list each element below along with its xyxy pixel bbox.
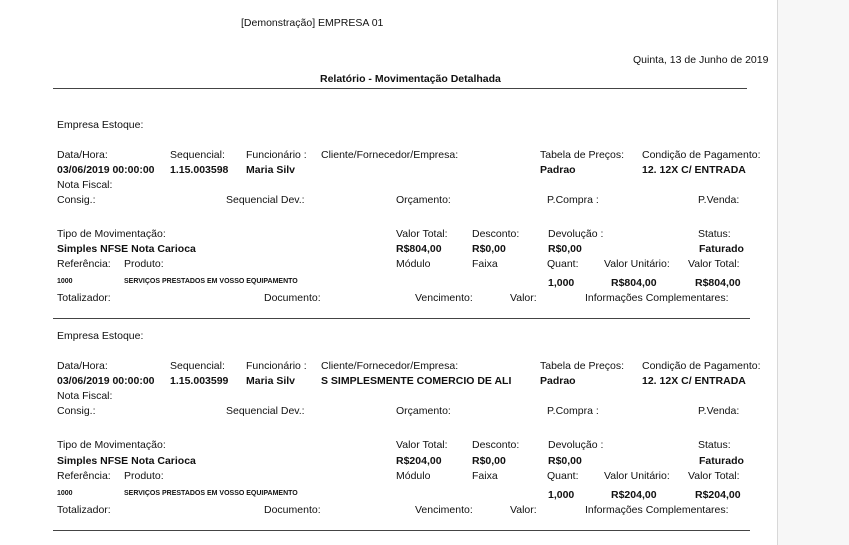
quant-label: Quant: [547, 470, 579, 482]
desconto-value: R$0,00 [472, 455, 506, 467]
cliente-label: Cliente/Fornecedor/Empresa: [321, 360, 459, 372]
sequencial-dev-label: Sequencial Dev.: [226, 405, 305, 417]
cliente-label: Cliente/Fornecedor/Empresa: [321, 149, 459, 161]
referencia-value: 1000 [57, 278, 73, 285]
status-label: Status: [698, 439, 731, 451]
nota-fiscal-label: Nota Fiscal: [57, 390, 113, 402]
sequencial-label: Sequencial: [170, 149, 225, 161]
modulo-label: Módulo [396, 258, 431, 270]
desconto-value: R$0,00 [472, 243, 506, 255]
orcamento-label: Orçamento: [396, 405, 451, 417]
funcionario-label: Funcionário : [246, 149, 307, 161]
title-divider [53, 88, 747, 89]
nota-fiscal-label: Nota Fiscal: [57, 179, 113, 191]
data-hora-value: 03/06/2019 00:00:00 [57, 375, 155, 387]
valor-unitario-label: Valor Unitário: [604, 258, 670, 270]
p-compra-label: P.Compra : [547, 194, 599, 206]
produto-value: SERVIÇOS PRESTADOS EM VOSSO EQUIPAMENTO [124, 278, 298, 285]
totalizador-label: Totalizador: [57, 504, 111, 516]
produto-value: SERVIÇOS PRESTADOS EM VOSSO EQUIPAMENTO [124, 490, 298, 497]
consig-label: Consig.: [57, 405, 96, 417]
record-divider [53, 318, 750, 319]
tabela-precos-value: Padrao [540, 164, 576, 176]
devolucao-value: R$0,00 [548, 455, 582, 467]
tipo-movimentacao-label: Tipo de Movimentação: [57, 228, 166, 240]
faixa-label: Faixa [472, 258, 498, 270]
documento-label: Documento: [264, 292, 321, 304]
info-complementares-label: Informações Complementares: [585, 292, 729, 304]
devolucao-value: R$0,00 [548, 243, 582, 255]
valor-label: Valor: [510, 292, 537, 304]
vencimento-label: Vencimento: [415, 292, 473, 304]
referencia-label: Referência: [57, 470, 111, 482]
valor-total-label: Valor Total: [396, 228, 448, 240]
viewer-background [778, 0, 849, 545]
tabela-precos-value: Padrao [540, 375, 576, 387]
data-hora-label: Data/Hora: [57, 360, 108, 372]
condicao-pagamento-value: 12. 12X C/ ENTRADA [642, 375, 746, 387]
sequencial-label: Sequencial: [170, 360, 225, 372]
empresa-estoque-label: Empresa Estoque: [57, 330, 144, 342]
produto-label: Produto: [124, 258, 164, 270]
funcionario-value: Maria Silv [246, 164, 296, 176]
condicao-pagamento-label: Condição de Pagamento: [642, 360, 761, 372]
record-divider [53, 530, 750, 531]
quant-value: 1,000 [548, 277, 575, 289]
tipo-movimentacao-value: Simples NFSE Nota Carioca [57, 243, 196, 255]
condicao-pagamento-value: 12. 12X C/ ENTRADA [642, 164, 746, 176]
status-value: Faturado [699, 455, 744, 467]
desconto-label: Desconto: [472, 228, 520, 240]
vencimento-label: Vencimento: [415, 504, 473, 516]
valor-label: Valor: [510, 504, 537, 516]
sequencial-dev-label: Sequencial Dev.: [226, 194, 305, 206]
tabela-precos-label: Tabela de Preços: [540, 149, 625, 161]
valor-total-item-value: R$204,00 [695, 489, 741, 501]
funcionario-label: Funcionário : [246, 360, 307, 372]
valor-total-item-value: R$804,00 [695, 277, 741, 289]
devolucao-label: Devolução : [548, 228, 604, 240]
report-date: Quinta, 13 de Junho de 2019 [633, 54, 769, 66]
data-hora-label: Data/Hora: [57, 149, 108, 161]
tipo-movimentacao-label: Tipo de Movimentação: [57, 439, 166, 451]
valor-unitario-label: Valor Unitário: [604, 470, 670, 482]
company-name: [Demonstração] EMPRESA 01 [241, 17, 384, 29]
data-hora-value: 03/06/2019 00:00:00 [57, 164, 155, 176]
referencia-label: Referência: [57, 258, 111, 270]
faixa-label: Faixa [472, 470, 498, 482]
orcamento-label: Orçamento: [396, 194, 451, 206]
p-venda-label: P.Venda: [698, 194, 740, 206]
desconto-label: Desconto: [472, 439, 520, 451]
tipo-movimentacao-value: Simples NFSE Nota Carioca [57, 455, 196, 467]
sequencial-value: 1.15.003599 [170, 375, 229, 387]
produto-label: Produto: [124, 470, 164, 482]
tabela-precos-label: Tabela de Preços: [540, 360, 625, 372]
consig-label: Consig.: [57, 194, 96, 206]
info-complementares-label: Informações Complementares: [585, 504, 729, 516]
condicao-pagamento-label: Condição de Pagamento: [642, 149, 761, 161]
valor-total-value: R$204,00 [396, 455, 442, 467]
p-venda-label: P.Venda: [698, 405, 740, 417]
sequencial-value: 1.15.003598 [170, 164, 229, 176]
cliente-value: S SIMPLESMENTE COMERCIO DE ALI [321, 375, 512, 387]
totalizador-label: Totalizador: [57, 292, 111, 304]
documento-label: Documento: [264, 504, 321, 516]
valor-total-item-label: Valor Total: [688, 258, 740, 270]
valor-unitario-value: R$804,00 [611, 277, 657, 289]
report-title: Relatório - Movimentação Detalhada [320, 73, 501, 85]
referencia-value: 1000 [57, 490, 73, 497]
quant-label: Quant: [547, 258, 579, 270]
quant-value: 1,000 [548, 489, 575, 501]
status-value: Faturado [699, 243, 744, 255]
p-compra-label: P.Compra : [547, 405, 599, 417]
valor-total-item-label: Valor Total: [688, 470, 740, 482]
status-label: Status: [698, 228, 731, 240]
valor-total-value: R$804,00 [396, 243, 442, 255]
modulo-label: Módulo [396, 470, 431, 482]
valor-unitario-value: R$204,00 [611, 489, 657, 501]
funcionario-value: Maria Silv [246, 375, 296, 387]
empresa-estoque-label: Empresa Estoque: [57, 119, 144, 131]
valor-total-label: Valor Total: [396, 439, 448, 451]
devolucao-label: Devolução : [548, 439, 604, 451]
